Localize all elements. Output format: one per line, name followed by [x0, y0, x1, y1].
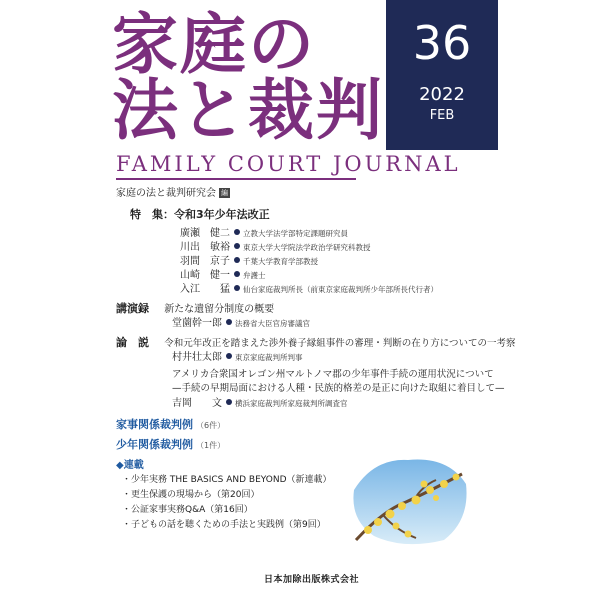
editor-tag: 編 — [221, 189, 228, 197]
bullet-icon — [234, 229, 240, 235]
magazine-title-line2: 法と裁判 — [112, 72, 384, 149]
bullet-icon — [234, 243, 240, 249]
series-item: ・更生保護の現場から（第20回） — [122, 490, 260, 500]
bullet-icon — [234, 257, 240, 263]
english-title: FAMILY COURT JOURNAL — [116, 152, 461, 176]
plum-blossom-image — [344, 450, 472, 548]
article-title: 令和元年改正を踏まえた渉外養子縁組事件の審理・判断の在り方についての一考察 — [164, 338, 516, 349]
feature-heading — [130, 206, 270, 222]
issue-number: 36 — [412, 16, 472, 70]
feature-label: 特 集： — [130, 208, 174, 221]
bullet-icon — [234, 285, 240, 291]
article-author: 吉岡 文 横浜家庭裁判所家庭裁判所調査官 — [172, 398, 348, 409]
series-item: ・少年実務 THE BASICS AND BEYOND（新連載） — [122, 475, 332, 485]
editor-name: 家庭の法と裁判研究会 — [116, 188, 216, 199]
issue-box — [386, 0, 498, 150]
series-item: ・公証家事実務Q&A（第16回） — [122, 505, 253, 515]
article-title: アメリカ合衆国オレゴン州マルトノマ郡の少年事件手続の運用状況について — [172, 369, 494, 380]
articles-label: 論 説 — [116, 336, 149, 349]
series-item: ・子どもの話を聴くための手法と実践例（第9回） — [122, 520, 326, 530]
series-label: ◆連載 — [116, 460, 144, 471]
lecture-author: 堂薗幹一郎 法務省大臣官房審議官 — [172, 318, 310, 329]
magazine-title-line1: 家庭の — [112, 6, 316, 83]
case-section: 家事関係裁判例 （6件） — [116, 418, 226, 431]
article-subtitle: —手続の早期局面における人種・民族的格差の是正に向けた取組に着目して— — [172, 383, 505, 394]
lecture-label: 講演録 — [116, 302, 149, 315]
feature-author: 入江 猛 仙台家庭裁判所長（前東京家庭裁判所少年部所長代行者） — [180, 284, 438, 295]
editor-credit — [116, 184, 230, 199]
feature-author: 川出 敏裕 東京大学大学院法学政治学研究科教授 — [180, 242, 371, 253]
bullet-icon — [226, 399, 232, 405]
issue-year: 2022 — [419, 84, 465, 105]
publisher-name: 日本加除出版株式会社 — [264, 575, 360, 585]
case-section: 少年関係裁判例 （1件） — [116, 438, 226, 451]
lecture-title: 新たな遺留分制度の概要 — [164, 304, 275, 315]
feature-title: 令和3年少年法改正 — [174, 208, 270, 221]
feature-author: 山崎 健一 弁護士 — [180, 270, 266, 281]
feature-author: 廣瀬 健二 立教大学法学部特定課題研究員 — [180, 228, 348, 239]
feature-author: 羽間 京子 千葉大学教育学部教授 — [180, 256, 318, 267]
bullet-icon — [226, 319, 232, 325]
article-author: 村井壮太郎 東京家庭裁判所判事 — [172, 352, 303, 363]
bullet-icon — [234, 271, 240, 277]
bullet-icon — [226, 353, 232, 359]
issue-month: FEB — [429, 108, 455, 123]
title-rule — [116, 178, 356, 180]
